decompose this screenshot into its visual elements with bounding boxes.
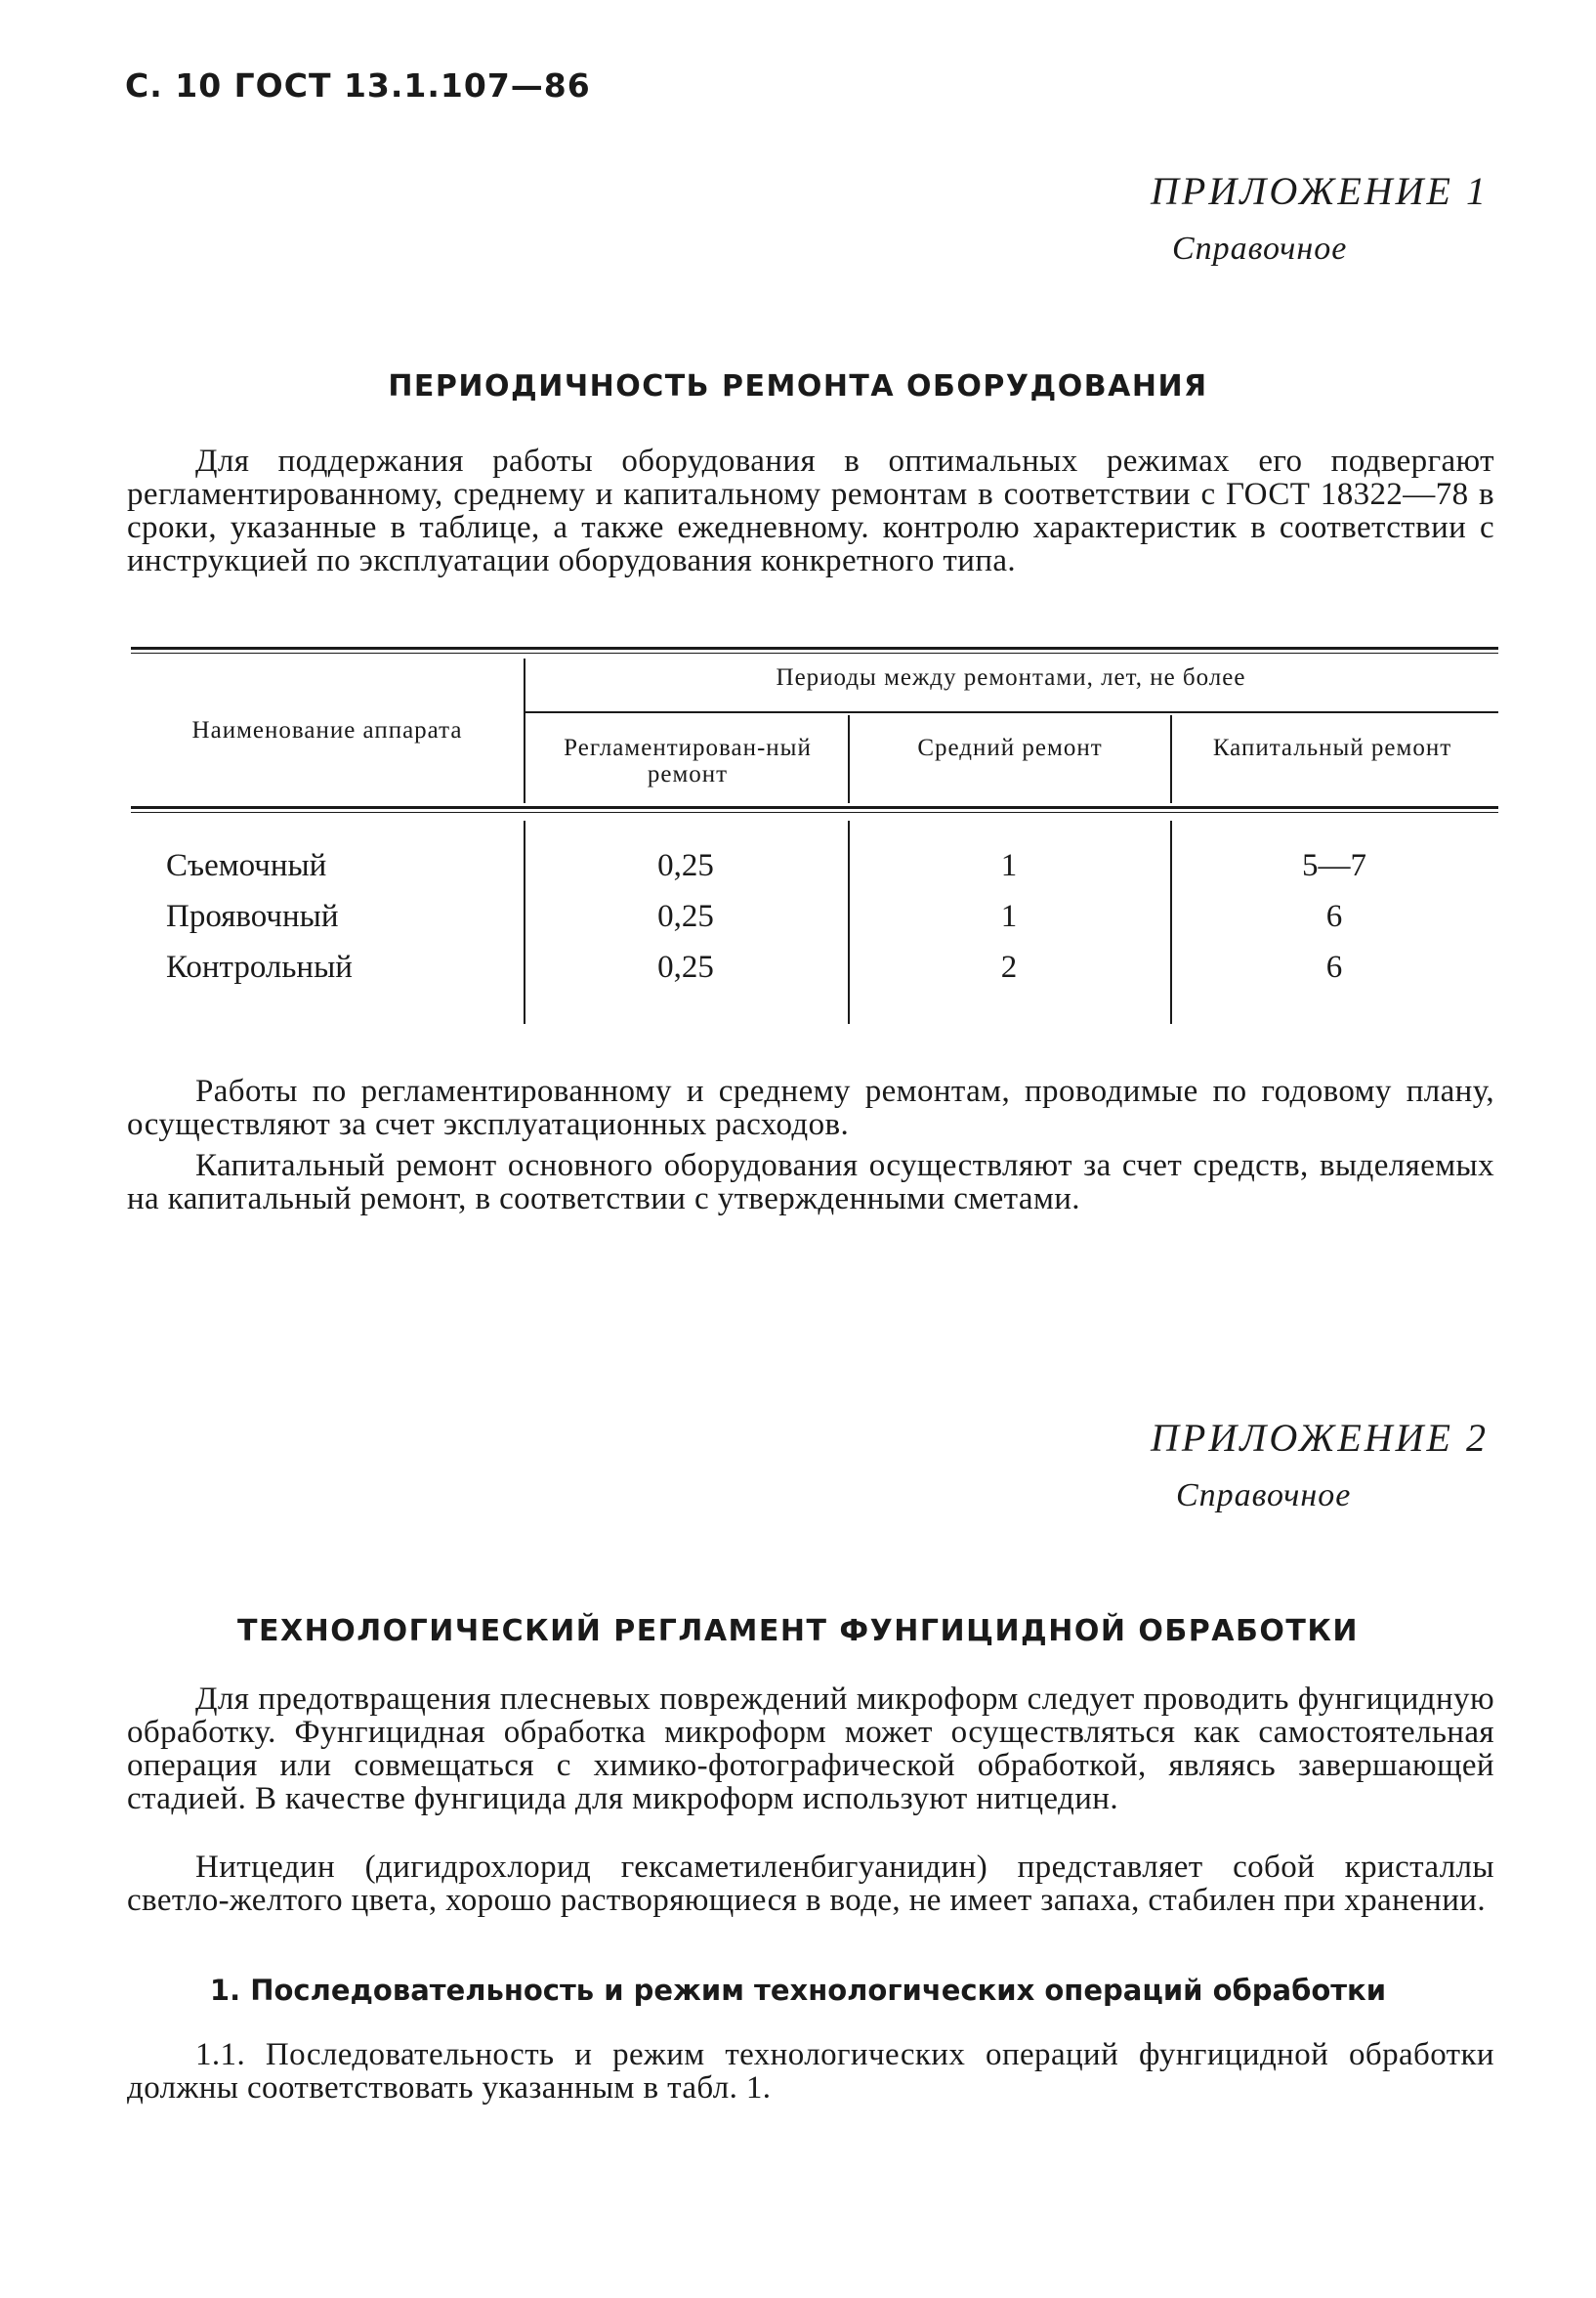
table-cell-mid: 2 [1000, 950, 1018, 985]
table-row-name: Проявочный [166, 899, 339, 934]
group-header: Периоды между ремонтами, лет, не более [776, 664, 1246, 691]
appendix-2-title: ПРИЛОЖЕНИЕ 2 [1151, 1416, 1489, 1460]
appendix-2-subtitle: Справочное [1176, 1477, 1352, 1513]
col-cap-header: Капитальный ремонт [1212, 735, 1452, 761]
table-cell-reg: 0,25 [657, 899, 714, 934]
col-mid-header: Средний ремонт [917, 735, 1103, 761]
table-row-name: Съемочный [166, 848, 327, 883]
appendix-1-note-1: Работы по регламентированному и среднему ремонтам, проводимые по годовому плану, осуществляют за счет эксплуатационных расходов. [127, 1074, 1494, 1142]
appendix-2-heading: ТЕХНОЛОГИЧЕСКИЙ РЕГЛАМЕНТ ФУНГИЦИДНОЙ ОБРАБОТКИ [237, 1614, 1359, 1648]
appendix-2-para-1: Для предотвращения плесневых повреждений микроформ следует проводить фунгицидную обработку. Фунгицидная обработка микроформ может осуществляться как самостоятельная операция или совмещаться с химико-фотографической обработкой, являясь завершающей стадией. В качестве фунгицида для микроформ используют нитцедин. [127, 1681, 1494, 1816]
table-cell-cap: 6 [1325, 950, 1343, 985]
table-cell-mid: 1 [1000, 848, 1018, 883]
appendix-2-para-2: Нитцедин (дигидрохлорид гексаметиленбигуанидин) представляет собой кристаллы светло-желтого цвета, хорошо растворяющиеся в воде, не имеет запаха, стабилен при хранении. [127, 1850, 1494, 1918]
table-cell-reg: 0,25 [657, 848, 714, 883]
table-cell-cap: 5—7 [1302, 848, 1366, 883]
table-cell-mid: 1 [1000, 899, 1018, 934]
appendix-1-subtitle: Справочное [1172, 231, 1348, 267]
appendix-1-heading: ПЕРИОДИЧНОСТЬ РЕМОНТА ОБОРУДОВАНИЯ [388, 369, 1208, 404]
appendix-1-title: ПРИЛОЖЕНИЕ 1 [1151, 169, 1489, 213]
table-cell-reg: 0,25 [657, 950, 714, 985]
appendix-2-section-1-text: 1.1. Последовательность и режим технологических операций фунгицидной обработки должны соответствовать указанным в табл. 1. [127, 2037, 1494, 2106]
appendix-1-intro: Для поддержания работы оборудования в оптимальных режимах его подвергают регламентированному, среднему и капитальному ремонтам в соответствии с ГОСТ 18322—78 в сроки, указанные в таблице, а также ежедневному. контролю характеристик в соответствии с инструкцией по эксплуатации оборудования конкретного типа. [127, 444, 1494, 578]
page-header: С. 10 ГОСТ 13.1.107—86 [125, 66, 591, 105]
col-reg-header: Регламентирован-ный ремонт [564, 735, 812, 787]
table-row-name: Контрольный [166, 950, 353, 985]
appendix-2-section-1-heading: 1. Последовательность и режим технологических операций обработки [209, 1974, 1387, 2007]
appendix-1-note-2: Капитальный ремонт основного оборудования осуществляют за счет средств, выделяемых на капитальный ремонт, в соответствии с утвержденными сметами. [127, 1148, 1494, 1216]
repair-periods-table [131, 647, 1498, 1038]
col-name-header: Наименование аппарата [191, 717, 463, 744]
table-cell-cap: 6 [1325, 899, 1343, 934]
